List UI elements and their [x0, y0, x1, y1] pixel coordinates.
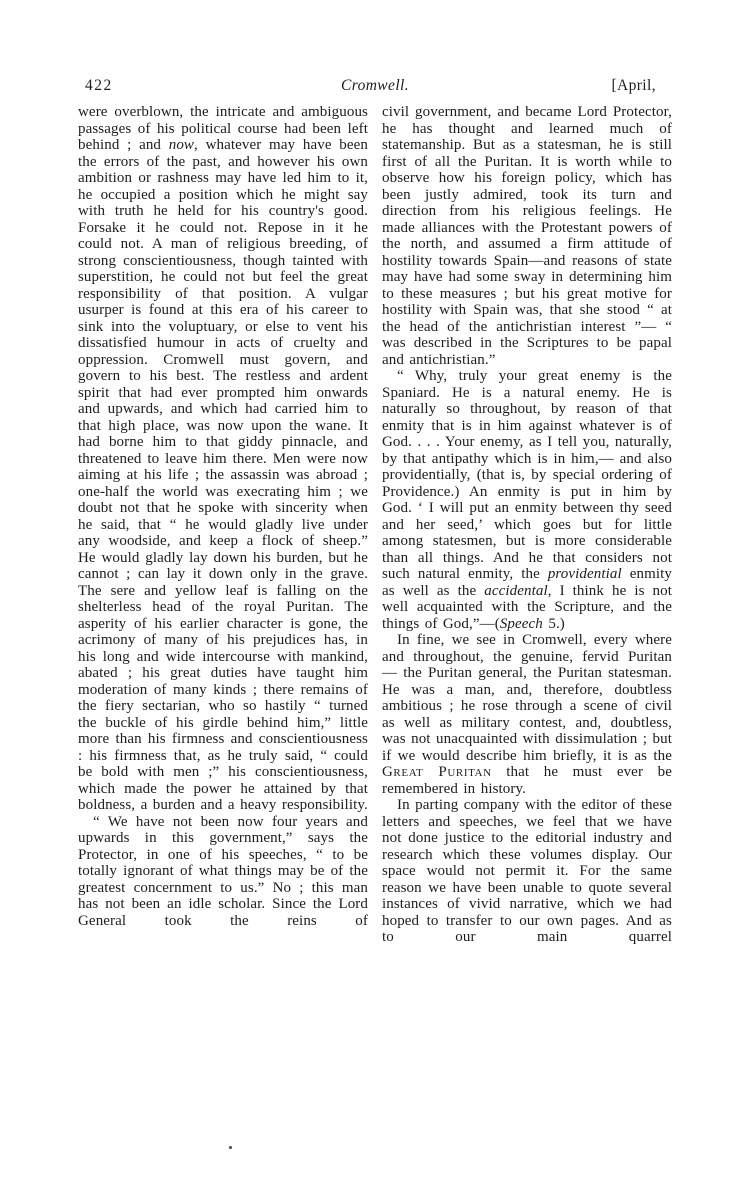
text-segment: , whatever may have been the errors of the past, and however his own ambition or rashness may have led him to it, he occupied a position which he might say with truth he held for his country's good. Forsake it he could not. Repose in it he could not. A man of religious breeding, of strong conscientiousness, though tainted with superstition, he could not but feel the great responsibility of that position. A vulgar usurper is found at this era of his career to sink into the voluptuary, or else to vent his dissatisfied humour in acts of cruelty and oppression. Cromwell must govern, and govern to his best. The restless and ardent spirit that had ever prompted him onwards and upwards, and which had carried him to that high place, was now upon the wane. It had borne him to that giddy pinnacle, and threatened to leave him there. Men were now aiming at his life ; the assassin was abroad ; one-half the world was execrating him ; we doubt not that he spoke with sincerity when he said, that “ he would gladly live under any woodside, and keep a flock of sheep.” He would gladly lay down his burden, but he cannot ; can lay it down only in the grave. The sere and yellow leaf is falling on the shelterless head of the royal Puritan. The asperity of his earlier character is gone, the acrimony of many of his prejudices has, in his long and wide intercourse with mankind, abated ; his great duties have taught him moderation of many kinds ; there remains of the fiery sectarian, who so hastily “ turned the buckle of his girdle behind him,” little more than his firmness and conscientiousness : his firmness that, as he truly said, “ could be bold with men ;” his conscientiousness, which made the power he attained by that boldness, a burden and a heavy responsibility.	[78, 137, 368, 813]
text-segment: that he must ever be remembered in history.	[382, 764, 672, 797]
running-title: Cromwell.	[340, 77, 410, 94]
text-segment: Speech	[499, 615, 543, 632]
text-segment: now	[168, 137, 195, 153]
scan-speck	[229, 1146, 232, 1149]
text-segment: In parting company with the editor of these letters and speeches, we feel that we have not done justice to the editorial industry and research which these volumes display. Our space would not permit it. For the same reason we have been unable to quote several instances of vivid narrative, which we had hoped to transfer to our own pages. And as to our main quarrel	[382, 797, 672, 945]
text-segment: accidental	[484, 582, 548, 599]
text-segment: providential	[547, 566, 622, 582]
running-header	[78, 76, 672, 95]
paragraph	[382, 104, 672, 368]
page-number: 422	[85, 77, 113, 94]
paragraph	[78, 814, 368, 930]
column-left	[78, 104, 368, 1096]
text-segment: “ Why, truly your great enemy is the Spaniard. He is a natural enemy. He is naturally so throughout, by reason of that enmity that is in him against whatever is of God. . . . Your enemy, as I tell you, naturally, by that antipathy which is in him,— and also providentially, (that is, by special ordering of Providence.) An enmity is put in him by God. ‘ I will put an enmity between thy seed and her seed,’ which goes but for little among statesmen, but is more considerable than all things. And he that considers not such natural enmity, the	[382, 368, 672, 582]
text-segment: In fine, we see in Cromwell, every where and throughout, the genuine, fervid Puritan — the Puritan general, the Puritan statesman. He was a man, and, therefore, doubtless ambitious ; he rose through a scene of civil as well as military contest, and, doubtless, was not unacquainted with dissimulation ; but if we would describe him briefly, it is as the	[382, 632, 672, 764]
text-segment: civil government, and became Lord Protector, he has thought and learned much of statemanship. But as a statesman, he is still first of all the Puritan. It is worth while to observe how his foreign policy, which has been justly admired, took its turn and direction from his religious feelings. He made alliances with the Protestant powers of the north, and assumed a firm attitude of hostility towards Spain—and reasons of state may have had some sway in determining him to these measures ; but his great motive for hostility with Spain was, that she stood “ at the head of the antichristian interest ”— “ was described in the Scriptures to be papal and antichristian.”	[382, 104, 672, 368]
paragraph	[382, 797, 672, 946]
paragraph	[382, 632, 672, 797]
text-segment: Great Puritan	[382, 764, 492, 780]
text-segment: were overblown, the intricate and ambiguous passages of his political course had been left behind ; and	[78, 104, 368, 153]
text-segment: enmity as well as the	[382, 566, 672, 599]
paragraph	[382, 368, 672, 632]
text-columns	[78, 104, 672, 1096]
text-segment: 5.)	[542, 615, 565, 632]
paragraph	[78, 104, 368, 814]
text-segment: “ We have not been now four years and upwards in this government,” says the Protector, in one of his speeches, “ to be totally ignorant of what things may be of the greatest concernment to us.” No ; this man has not been an idle scholar. Since the Lord General took the reins of	[78, 813, 368, 929]
column-right	[382, 104, 672, 1096]
issue-label: [April,	[611, 77, 656, 94]
text-segment: , I think he is not well acquainted with the Scripture, and the things of God,”—(	[382, 582, 672, 632]
